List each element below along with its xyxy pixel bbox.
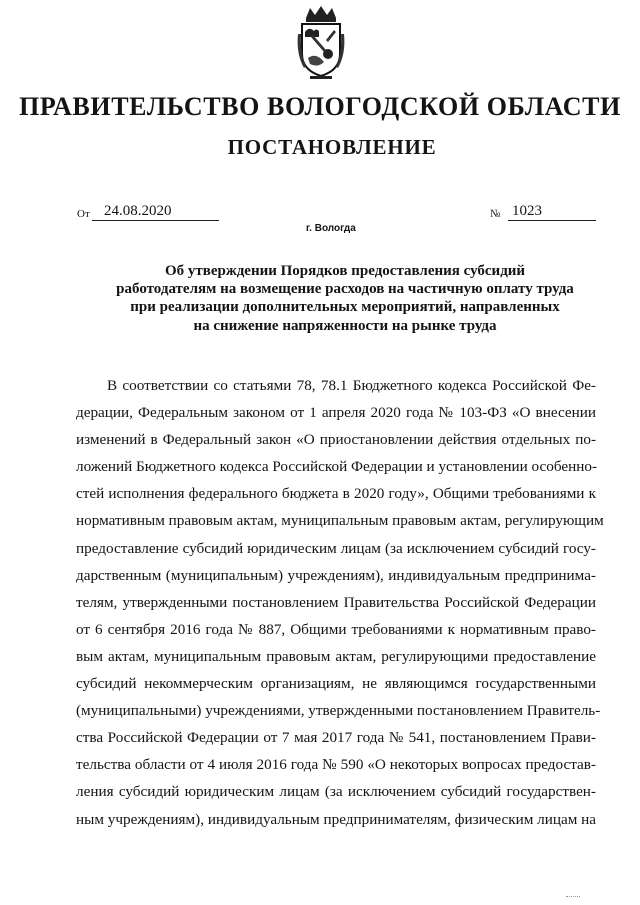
subject-line: Об утверждении Порядков предоставления субсидий (164, 263, 526, 279)
scan-artifact (566, 896, 580, 899)
body-line: ным учреждениям), индивидуальным предпринимателям, физическим лицам на (76, 810, 596, 828)
body-line: предоставление субсидий юридическим лицам (за исключением субсидий госу- (76, 539, 596, 557)
vologda-coat-of-arms-icon (296, 4, 346, 84)
subject-line: при реализации дополнительных мероприятий, направленных (130, 299, 560, 316)
subject-line: на снижение напряженности на рынке труда (193, 317, 497, 334)
body-line: ложений Бюджетного кодекса Российской Федерации и установлении особенно- (76, 458, 598, 476)
document-date: 24.08.2020 (92, 203, 219, 221)
city: г. Вологда (306, 223, 356, 234)
body-line: ления субсидий юридическим лицам (за исключением субсидий государствен- (76, 783, 596, 801)
body-line: дарственным (муниципальным) учреждениям), индивидуальным предпринима- (76, 566, 596, 584)
document-number: 1023 (508, 203, 596, 221)
body-line: телям, утвержденными постановлением Правительства Российской Федерации (76, 593, 596, 611)
body-line: тельства области от 4 июля 2016 года № 590 «О некоторых вопросах предостав- (76, 756, 596, 774)
body-line: субсидий некоммерческим организациям, не являющимся государственными (76, 675, 596, 693)
body-line: (муниципальными) учреждениями, утвержденными постановлением Правитель- (76, 702, 601, 720)
subject-line: работодателям на возмещение расходов на частичную оплату труда (116, 281, 574, 298)
organization-title: ПРАВИТЕЛЬСТВО ВОЛОГОДСКОЙ ОБЛАСТИ (19, 92, 621, 121)
document-type: ПОСТАНОВЛЕНИЕ (227, 135, 437, 159)
body-line: стей исполнения федерального бюджета в 2020 году», Общими требованиями к (76, 485, 596, 503)
document-subject (60, 262, 630, 335)
date-label: От (77, 208, 90, 220)
number-label: № (490, 208, 501, 220)
body-line: В соответствии со статьями 78, 78.1 Бюджетного кодекса Российской Фе- (107, 377, 596, 394)
body-line: изменений в Федеральный закон «О приостановлении действия отдельных по- (76, 431, 596, 449)
body-line: ства Российской Федерации от 7 мая 2017 года № 541, постановлением Прави- (76, 729, 596, 747)
body-line: от 6 сентября 2016 года № 887, Общими требованиями к нормативным право- (76, 620, 596, 638)
body-line: дерации, Федеральным законом от 1 апреля 2020 года № 103-ФЗ «О внесении (76, 404, 596, 422)
document-body (76, 372, 604, 833)
body-line: нормативным правовым актам, муниципальным правовым актам, регулирующим (76, 512, 604, 530)
body-line: вым актам, муниципальным правовым актам, регулирующими предоставление (76, 647, 596, 665)
